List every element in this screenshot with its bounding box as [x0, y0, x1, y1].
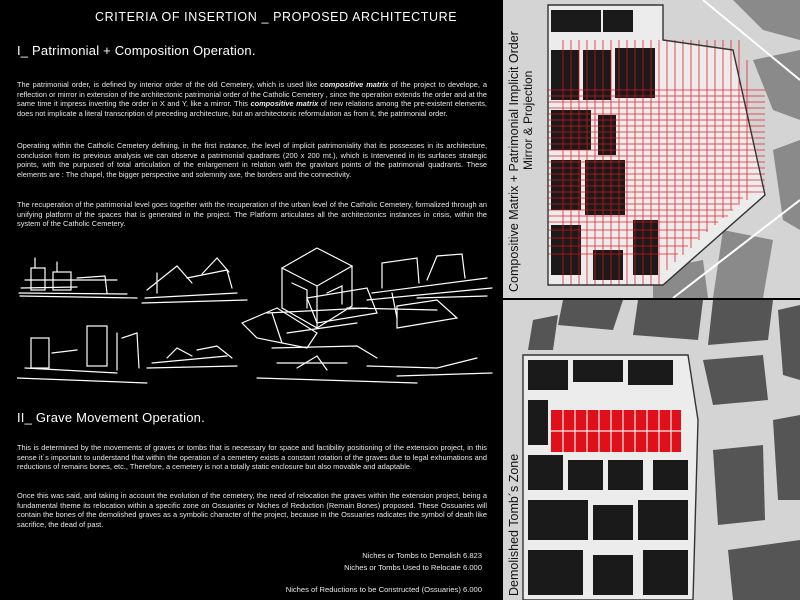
site-plan-matrix	[503, 0, 800, 298]
label-compositive-matrix: Compositive Matrix + Patrimonial Implicit Order	[507, 31, 521, 292]
section1-heading: I_ Patrimonial + Composition Operation.	[17, 43, 256, 58]
sketch-1	[19, 258, 137, 298]
emphasis-text: compositive matrix	[250, 99, 319, 108]
paragraph-run: of new relations among the pre-existent elements, does not implicate a literal transcription of preceding architecture, but an architectonic reformulation as from it, the patrimonial order.	[17, 99, 487, 118]
sketch-9	[257, 346, 492, 383]
section2-paragraph-2: Once this was said, and taking in account the evolution of the cemetery, the need of relocation the graves within the extension project, being a fundamental theme its relocation within a specific zone on Ossuaries or Niches of Reduction (Remain Bones) proposed. These Ossuaries will contain the bones of the demolished graves as a symbolic character of the project, because in the Ossuaries radicates the symbol of death like sacrifice, the dead of past.	[17, 491, 487, 529]
paragraph-run: of the project to develope, a reflection or mirror in extension of the architectonic patrimonial order of the Catholic Cemetery , since the operation extends the order and at the same time it impress inverting the order in X and Y, like a mirror. This	[17, 80, 487, 108]
emphasis-text: compositive matrix	[320, 80, 389, 89]
stat-demolish: Niches or Tombs to Demolish 6.823	[362, 551, 482, 560]
site-plan-demolition	[503, 300, 800, 600]
section2-paragraph-1: This is determined by the movements of graves or tombs that is necessary for space and factibility positioning of the extension project, in this sense it´s important to understand that within the operation of a cemetery exists a constant rotation of the graves due to legal exhumations and reductions of remains bones, etc., Therefore, a cemetery is not a totally static enclosure but also movable and adaptable.	[17, 443, 487, 471]
sketch-3	[267, 248, 367, 328]
sketch-7	[17, 326, 147, 383]
sketch-2	[142, 258, 247, 303]
section1-paragraph-1	[17, 80, 487, 118]
sketch-8	[147, 346, 237, 368]
section1-paragraph-3: The recuperation of the patrimonial level goes together with the recuperation of the urban level of the Catholic Cemetery, formalized through an unifying platform of the spaces that is generated in the project. The Platform articulates all the architectonics instances in crisis, within the system of the Catholic Cemetery.	[17, 200, 487, 228]
sketch-4	[367, 254, 492, 300]
map-panel-top	[503, 0, 800, 298]
map-panel-bottom	[503, 300, 800, 600]
stat-construct: Niches of Reductions to be Constructed (Ossuaries) 6.000	[285, 585, 482, 594]
section2-heading: II_ Grave Movement Operation.	[17, 410, 205, 425]
page-title: CRITERIA OF INSERTION _ PROPOSED ARCHITECTURE	[95, 10, 458, 24]
section1-paragraph-2: Operating within the Catholic Cemetery defining, in the first instance, the level of implicit patrimoniality that its possesses in its architecture, conclusion from its previous analysis we can observe a patrimonial quadrants (200 x 200 mt.), which is Intervened in its surfaces strategic points, with the purpused of total articulation of the enlargement in relation with the gravitant points of the patrimonial quadrants. These elements are : The chapel, the bigger perspective and solemnity axe, the borders and the connectivity.	[17, 141, 487, 179]
stat-relocate: Niches or Tombs Used to Relocate 6.000	[344, 563, 482, 572]
sketch-6	[307, 288, 487, 328]
paragraph-run: The patrimonial order, is defined by interior order of the old Cemetery, which is used like	[17, 80, 321, 89]
architectural-sketches	[17, 238, 497, 400]
label-demolished-zone: Demolished Tomb´s Zone	[507, 453, 521, 596]
label-mirror-projection: Mirror & Projection	[521, 70, 535, 170]
